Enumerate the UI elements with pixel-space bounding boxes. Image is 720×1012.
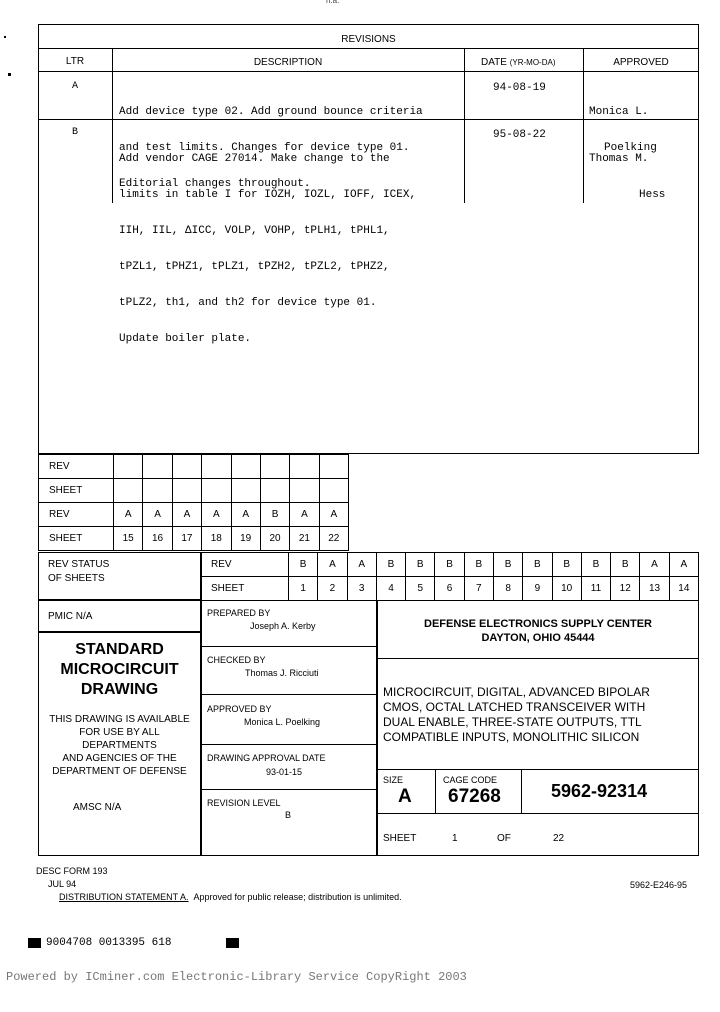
standard-drawing-title: STANDARD MICROCIRCUIT DRAWING bbox=[60, 641, 179, 698]
divider bbox=[38, 48, 699, 49]
sheet-value: 1 bbox=[452, 833, 458, 844]
grid-cell bbox=[114, 455, 143, 479]
rev-row-a-date: 94-08-19 bbox=[493, 82, 546, 94]
scan-speck bbox=[4, 36, 6, 38]
rev-row-b-ltr: B bbox=[71, 127, 78, 138]
grid-cell: A bbox=[640, 553, 669, 577]
cage-code-label: CAGE CODE bbox=[443, 775, 498, 785]
row-label: REV bbox=[202, 553, 289, 577]
grid-cell bbox=[143, 479, 172, 503]
status-grid-row-rev bbox=[39, 503, 349, 527]
grid-cell: 2 bbox=[318, 577, 347, 601]
approval-date-label: DRAWING APPROVAL DATE bbox=[207, 753, 326, 763]
grid-cell: B bbox=[376, 553, 405, 577]
grid-cell: 6 bbox=[435, 577, 464, 601]
of-label: OF bbox=[497, 833, 511, 844]
divider bbox=[201, 789, 377, 790]
divider bbox=[201, 744, 377, 745]
size-label: SIZE bbox=[383, 775, 404, 785]
rev-status-row-rev bbox=[202, 553, 699, 577]
grid-cell: 4 bbox=[376, 577, 405, 601]
grid-cell: A bbox=[347, 553, 376, 577]
header-approved: APPROVED bbox=[613, 57, 669, 68]
grid-cell: A bbox=[318, 553, 347, 577]
agency-address: DAYTON, OHIO 45444 bbox=[481, 632, 595, 644]
rev-status-row-sheet bbox=[202, 577, 699, 601]
grid-cell: A bbox=[143, 503, 172, 527]
grid-cell bbox=[231, 479, 260, 503]
barcode-block bbox=[28, 938, 41, 948]
grid-cell: 19 bbox=[231, 527, 260, 551]
distribution-statement: DISTRIBUTION STATEMENT A. Approved for public release; distribution is unlimited. bbox=[59, 892, 402, 902]
row-label: SHEET bbox=[39, 527, 114, 551]
barcode-block bbox=[226, 938, 239, 948]
of-value: 22 bbox=[553, 833, 565, 844]
rev-row-b-approved: Thomas M. Hess bbox=[589, 153, 666, 201]
grid-cell: B bbox=[552, 553, 581, 577]
checked-by-name: Thomas J. Ricciuti bbox=[245, 668, 319, 678]
rev-row-a-ltr: A bbox=[71, 81, 78, 92]
sheet-label: SHEET bbox=[383, 833, 417, 844]
rev-status-grid bbox=[201, 552, 699, 601]
rev-status-label-2: OF SHEETS bbox=[48, 573, 105, 584]
form-number: DESC FORM 193 bbox=[36, 866, 108, 876]
grid-cell: B bbox=[493, 553, 522, 577]
agency-name: DEFENSE ELECTRONICS SUPPLY CENTER bbox=[424, 618, 652, 630]
divider bbox=[521, 769, 522, 813]
grid-cell: B bbox=[464, 553, 493, 577]
grid-cell: 14 bbox=[669, 577, 698, 601]
grid-cell bbox=[290, 455, 319, 479]
divider bbox=[112, 48, 113, 203]
barcode-text: 9004708 0013395 618 bbox=[46, 937, 172, 949]
row-label: REV bbox=[39, 455, 114, 479]
cage-code-value: 67268 bbox=[448, 786, 501, 807]
availability-note: THIS DRAWING IS AVAILABLE FOR USE BY ALL DEPARTMENTS AND AGENCIES OF THE DEPARTMENT OF DEFENSE bbox=[49, 714, 190, 777]
row-label: SHEET bbox=[202, 577, 289, 601]
grid-cell: A bbox=[669, 553, 698, 577]
revision-level-value: B bbox=[285, 810, 292, 820]
grid-cell: 11 bbox=[581, 577, 610, 601]
rev-row-a-approved: Monica L. Poelking bbox=[589, 106, 657, 154]
rev-row-b-date: 95-08-22 bbox=[493, 129, 546, 141]
grid-cell bbox=[143, 455, 172, 479]
row-label: REV bbox=[39, 503, 114, 527]
grid-cell: A bbox=[290, 503, 319, 527]
grid-cell: A bbox=[172, 503, 201, 527]
divider bbox=[377, 813, 699, 814]
grid-cell bbox=[202, 479, 231, 503]
rev-row-b-description: Add vendor CAGE 27014. Make change to the limits in table I for IOZH, IOZL, IOFF, ICEX, IIH, IIL, ΔICC, VOLP, VOHP, tPLH1, tPHL1, tPZL1, tPHZ1, tPLZ1, tPZH2, tPZL2, tPHZ2, tPLZ2, th1, and th2 for device type 01. Update boiler plate. bbox=[119, 153, 417, 345]
grid-cell bbox=[114, 479, 143, 503]
grid-cell: B bbox=[611, 553, 640, 577]
status-grid-row-sheet bbox=[39, 527, 349, 551]
grid-cell bbox=[260, 479, 289, 503]
grid-cell: B bbox=[435, 553, 464, 577]
approved-by-name: Monica L. Poelking bbox=[244, 717, 321, 727]
status-grid bbox=[38, 454, 349, 551]
size-value: A bbox=[398, 786, 412, 807]
grid-cell: A bbox=[202, 503, 231, 527]
status-grid-row-rev-top bbox=[39, 455, 349, 479]
grid-cell bbox=[260, 455, 289, 479]
top-mark: n.a. bbox=[326, 0, 340, 5]
grid-cell: 8 bbox=[493, 577, 522, 601]
approval-date-value: 93-01-15 bbox=[266, 767, 303, 777]
checked-by-label: CHECKED BY bbox=[207, 655, 266, 665]
divider bbox=[464, 48, 465, 203]
grid-cell: 13 bbox=[640, 577, 669, 601]
grid-cell: 18 bbox=[202, 527, 231, 551]
grid-cell: 16 bbox=[143, 527, 172, 551]
status-grid-row-sheet-top bbox=[39, 479, 349, 503]
grid-cell: A bbox=[114, 503, 143, 527]
grid-cell: B bbox=[581, 553, 610, 577]
grid-cell bbox=[172, 479, 201, 503]
grid-cell bbox=[172, 455, 201, 479]
revisions-title: REVISIONS bbox=[341, 34, 396, 45]
grid-cell: 22 bbox=[319, 527, 348, 551]
pmic-label: PMIC N/A bbox=[48, 611, 93, 622]
grid-cell: B bbox=[289, 553, 318, 577]
grid-cell: 3 bbox=[347, 577, 376, 601]
drawing-number: 5962-92314 bbox=[551, 781, 648, 801]
grid-cell: 1 bbox=[289, 577, 318, 601]
grid-cell: 9 bbox=[523, 577, 552, 601]
grid-cell: 5 bbox=[406, 577, 435, 601]
divider bbox=[38, 71, 699, 72]
grid-cell bbox=[319, 479, 348, 503]
grid-cell: B bbox=[260, 503, 289, 527]
rev-status-label-1: REV STATUS bbox=[48, 559, 110, 570]
prepared-by-name: Joseph A. Kerby bbox=[250, 621, 316, 631]
grid-cell bbox=[290, 479, 319, 503]
divider bbox=[201, 646, 377, 647]
header-date: DATE (YR-MO-DA) bbox=[481, 57, 556, 68]
grid-cell: 20 bbox=[260, 527, 289, 551]
divider bbox=[435, 769, 436, 813]
powered-by-notice: Powered by ICminer.com Electronic-Library Service CopyRight 2003 bbox=[6, 970, 467, 984]
amsc-label: AMSC N/A bbox=[73, 802, 122, 813]
divider bbox=[377, 658, 699, 659]
grid-cell bbox=[231, 455, 260, 479]
grid-cell: 10 bbox=[552, 577, 581, 601]
grid-cell: B bbox=[406, 553, 435, 577]
grid-cell bbox=[202, 455, 231, 479]
scan-speck bbox=[8, 73, 11, 76]
grid-cell: 7 bbox=[464, 577, 493, 601]
grid-cell: A bbox=[319, 503, 348, 527]
approved-by-label: APPROVED BY bbox=[207, 704, 272, 714]
rev-row-a-description: Add device type 02. Add ground bounce criteria and test limits. Changes for device type 01. Editorial changes throughout. bbox=[119, 106, 423, 190]
drawing-title: MICROCIRCUIT, DIGITAL, ADVANCED BIPOLAR CMOS, OCTAL LATCHED TRANSCEIVER WITH DUAL ENABLE, THREE-STATE OUTPUTS, TTL COMPATIBLE INPUTS, MONOLITHIC SILICON bbox=[383, 685, 650, 744]
grid-cell: 12 bbox=[611, 577, 640, 601]
divider bbox=[201, 694, 377, 695]
document-code: 5962-E246-95 bbox=[630, 880, 688, 890]
row-label: SHEET bbox=[39, 479, 114, 503]
grid-cell: 17 bbox=[172, 527, 201, 551]
grid-cell: B bbox=[523, 553, 552, 577]
header-ltr: LTR bbox=[65, 56, 85, 67]
divider bbox=[377, 769, 699, 770]
prepared-by-label: PREPARED BY bbox=[207, 608, 271, 618]
form-date: JUL 94 bbox=[48, 879, 77, 889]
grid-cell: 21 bbox=[290, 527, 319, 551]
grid-cell bbox=[319, 455, 348, 479]
revision-level-label: REVISION LEVEL bbox=[207, 798, 281, 808]
grid-cell: 15 bbox=[114, 527, 143, 551]
grid-cell: A bbox=[231, 503, 260, 527]
header-description: DESCRIPTION bbox=[253, 57, 323, 68]
divider bbox=[583, 48, 584, 203]
